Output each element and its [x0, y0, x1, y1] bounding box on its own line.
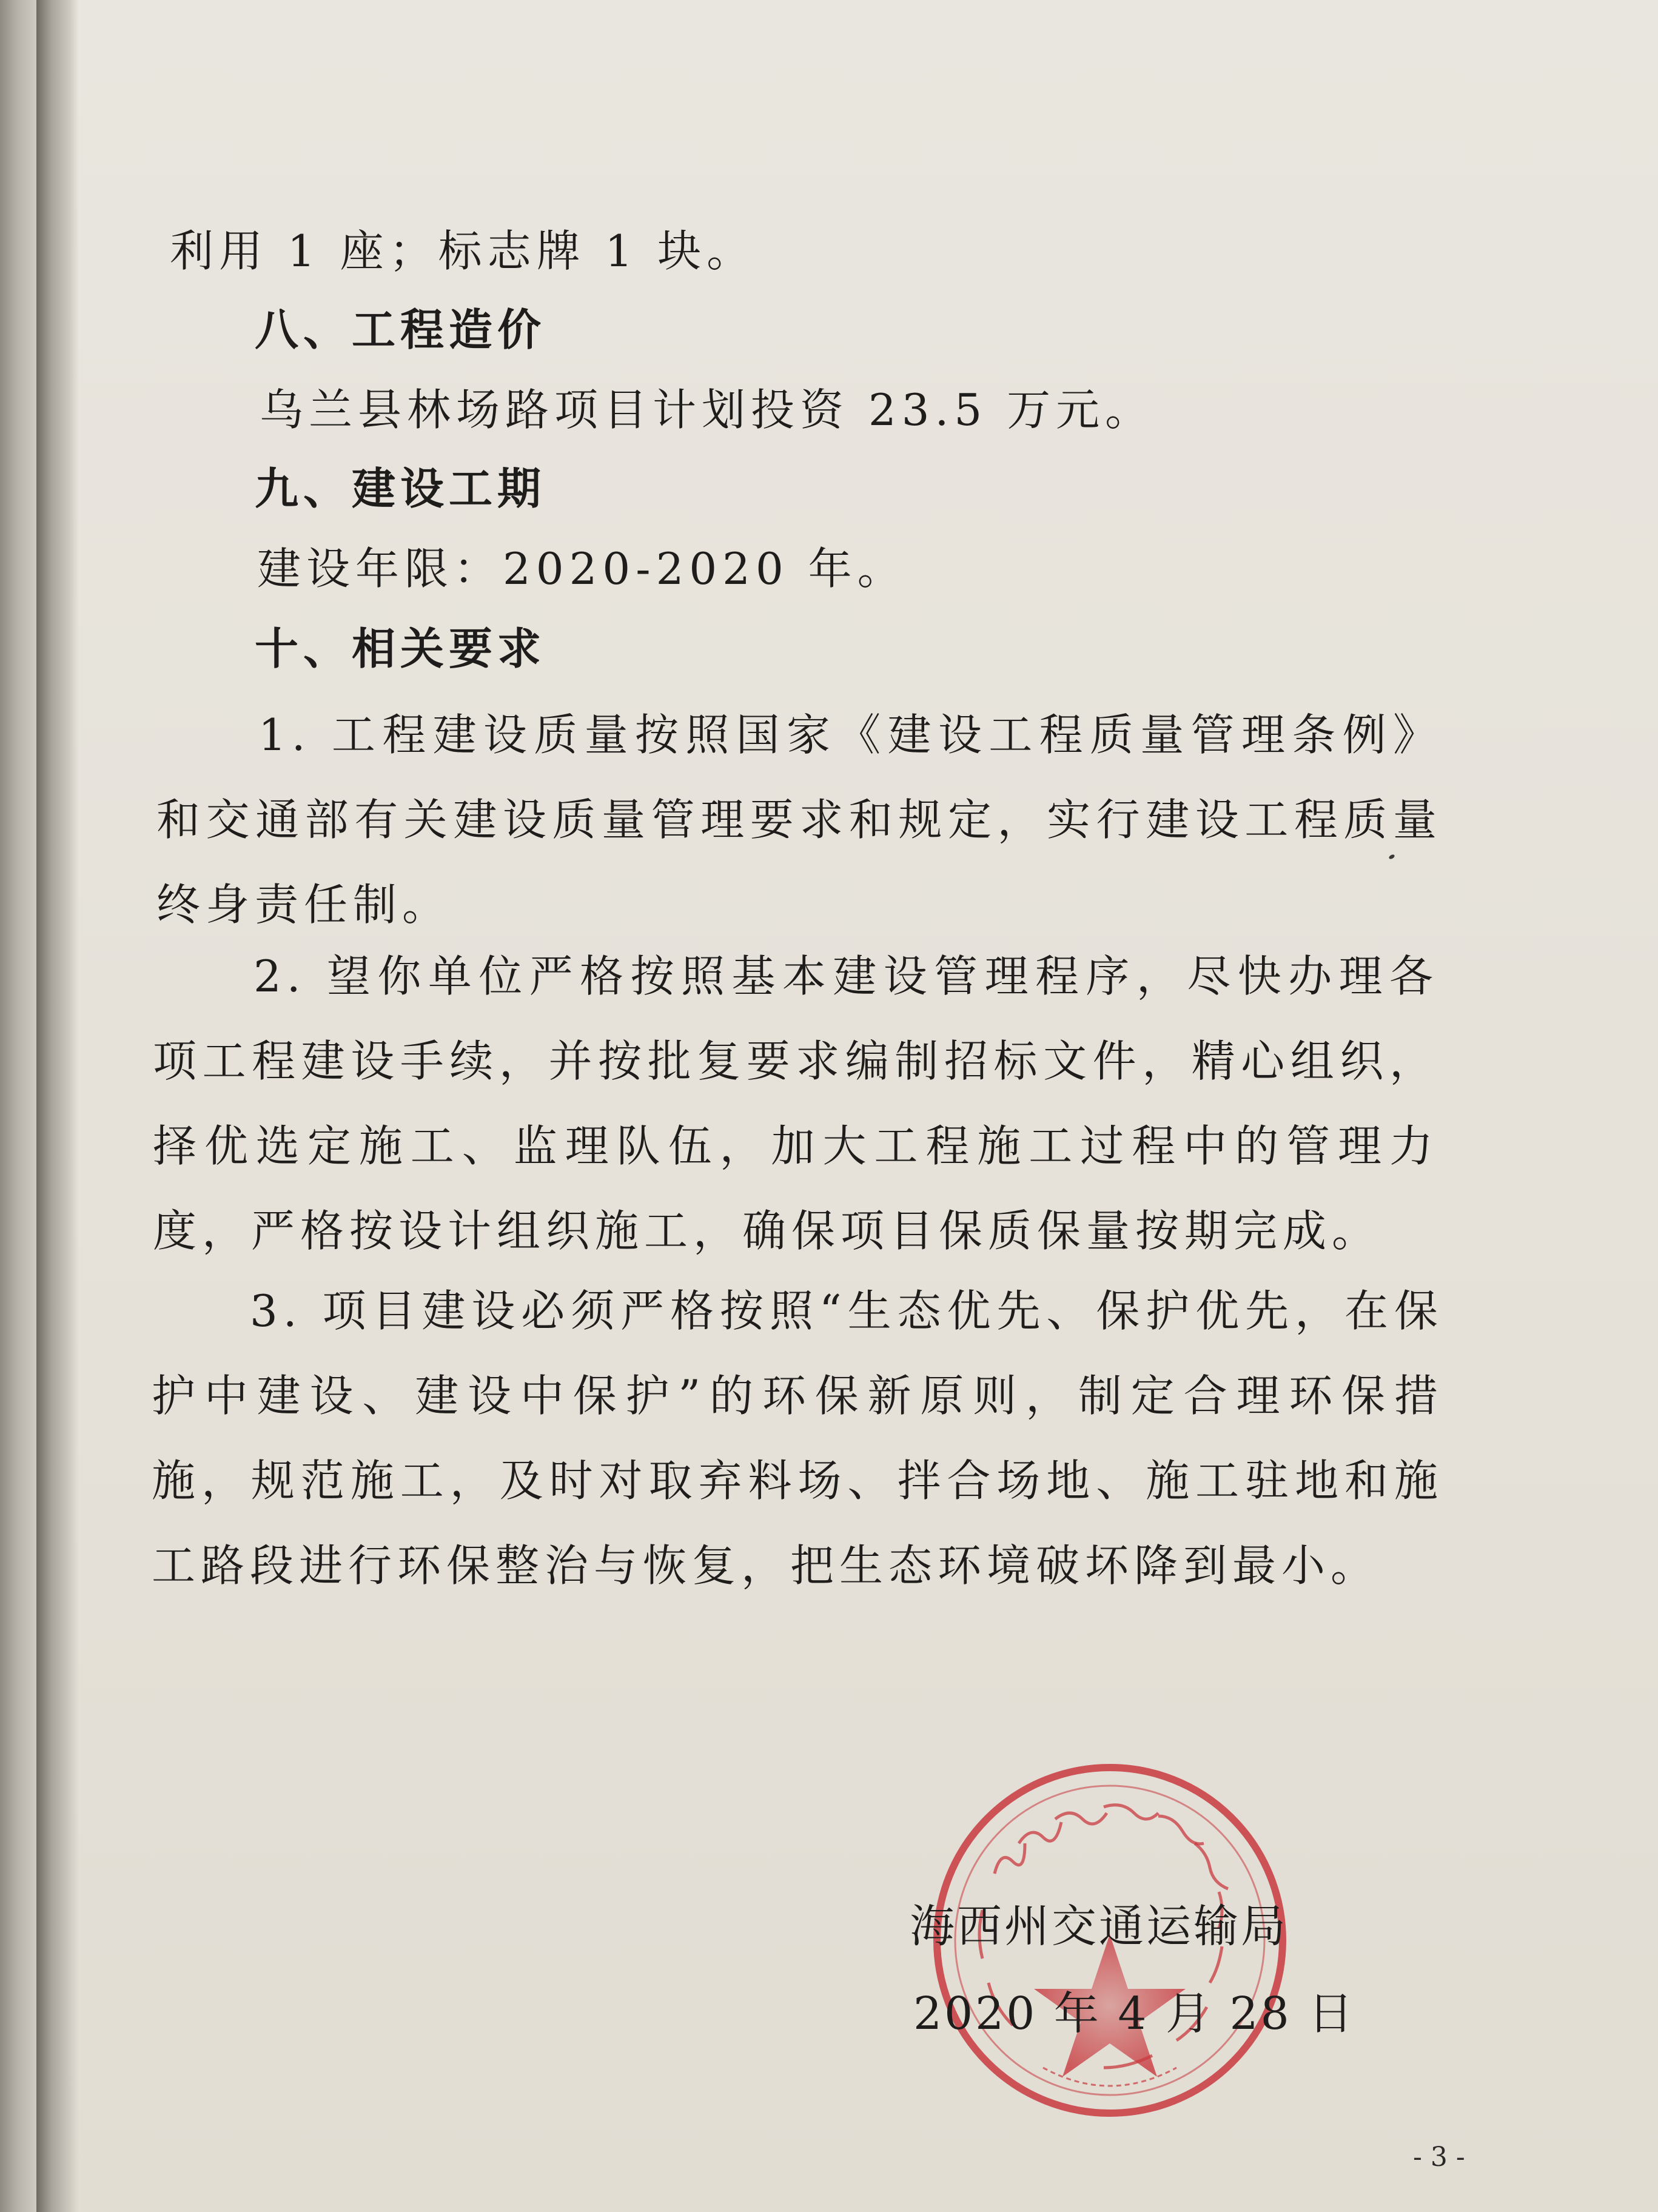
- issue-date: 2020 年 4 月 28 日: [913, 1988, 1356, 2040]
- requirement-item-1: 1. 工程建设质量按照国家《建设工程质量管理条例》和交通部有关建设质量管理要求和规定，实行建设工程质量终身责任制。: [156, 709, 1442, 930]
- section-10-heading: 十、相关要求: [255, 623, 546, 674]
- page-binding-edge: [36, 0, 79, 2212]
- section-9-heading: 九、建设工期: [255, 463, 546, 514]
- section-8-heading: 八、工程造价: [255, 304, 546, 355]
- section-8-body: 乌兰县林场路项目计划投资 23.5 万元。: [260, 384, 1155, 435]
- continued-line: 利用 1 座；标志牌 1 块。: [170, 226, 756, 276]
- page-number: - 3 -: [1413, 2142, 1465, 2173]
- issuer-name: 海西州交通运输局: [910, 1900, 1288, 1952]
- requirement-item-3: 3. 项目建设必须严格按照“生态优先、保护优先，在保护中建设、建设中保护”的环保新原则，制定合理环保措施，规范施工，及时对取弃料场、拌合场地、施工驻地和施工路段进行环保整治与恢复，把生态环境破坏降到最小。: [152, 1285, 1443, 1591]
- section-9-body: 建设年限：2020-2020 年。: [257, 543, 907, 594]
- requirement-item-2: 2. 望你单位严格按照基本建设管理程序，尽快办理各项工程建设手续，并按批复要求编制招标文件，精心组织，择优选定施工、监理队伍，加大工程施工过程中的管理力度，严格按设计组织施工，确保项目保质保量按期完成。: [153, 951, 1438, 1256]
- seal-number-arc: [1043, 2068, 1176, 2086]
